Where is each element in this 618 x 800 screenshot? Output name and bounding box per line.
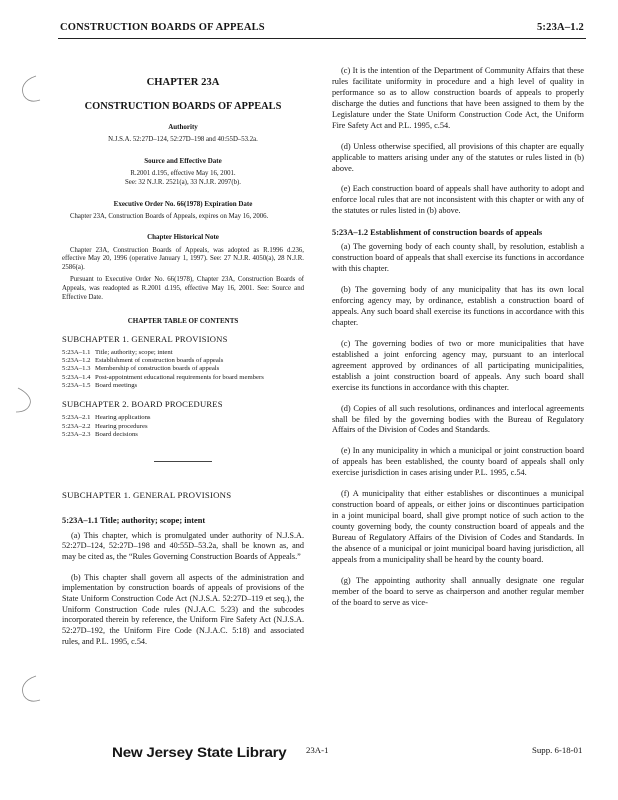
toc-list-2 <box>62 414 304 439</box>
executive-order-heading: Executive Order No. 66(1978) Expiration Date <box>113 199 253 208</box>
toc-subchapter-2: SUBCHAPTER 2. BOARD PROCEDURES <box>62 399 223 410</box>
toc-section-number: 5:23A–1.5 <box>62 381 91 389</box>
scan-mark <box>14 382 42 416</box>
section-1-1-paragraph-b: (b) This chapter shall govern all aspects of the administration and implementation by construction boards of appeals of provisions of the State Uniform Construction Code Act (N.J.S.A. 52:27D–119 et seq.), the Uniform Construction Code rules (N.J.A.C. 5:23) and the subcodes incorporated therein by reference, the Uniform Fire Safety Act (N.J.S.A. 52:27D–192, the Uniform Fire Code (N.J.A.C. 5:18) and associated rules, and P.L. 1995, c.54. <box>62 572 304 646</box>
running-header-section: 5:23A–1.2 <box>536 22 584 33</box>
section-1-1-heading: 5:23A–1.1 Title; authority; scope; intent <box>62 515 206 525</box>
toc-section-number: 5:23A–2.1 <box>62 414 91 422</box>
toc-section-title: Hearing applications <box>95 414 151 422</box>
section-1-1-paragraph-e: (e) Each construction board of appeals shall have authority to adopt and enforce local rules that are not inconsistent with this chapter or with any of the statutes or rules listed in (b) above. <box>332 184 584 216</box>
historical-note-paragraph-2: Pursuant to Executive Order No. 66(1978), Chapter 23A, Construction Boards of Appeals, was readopted as R.2001 d.195, effective May 16, 2001. See: Source and Effective Date. <box>62 276 304 301</box>
header-rule <box>58 38 586 39</box>
scan-mark <box>14 672 42 706</box>
section-1-1-paragraph-c: (c) It is the intention of the Department of Community Affairs that these rules facilitate uniformity in procedure and a high level of quality in performance so as to allow construction boards of appeals to properly discharge the duties and functions that have been assigned to them by the Legislature under the State Uniform Construction Code Act, the Uniform Fire Safety Act and P.L. 1995, c.54. <box>332 66 584 130</box>
historical-note-paragraph-1: Chapter 23A, Construction Boards of Appeals, was adopted as R.1996 d.236, effective May 20, 1996 (operative January 1, 1997). See: 27 N.J.R. 4050(a), 28 N.J.R. 2586(a). <box>62 246 304 272</box>
toc-section-title: Post-appointment educational requirements for board members <box>95 373 264 381</box>
toc-section-title: Board meetings <box>95 381 138 389</box>
toc-section-title: Membership of construction boards of appeals <box>95 365 220 373</box>
supplement-date: Supp. 6-18-01 <box>532 745 583 755</box>
historical-note-heading: Chapter Historical Note <box>147 233 219 242</box>
source-heading: Source and Effective Date <box>144 157 222 166</box>
source-line-2: See: 32 N.J.R. 2521(a), 33 N.J.R. 2097(b). <box>125 178 241 186</box>
section-1-1-paragraph-a: (a) This chapter, which is promulgated under authority of N.J.S.A. 52:27D–124, 52:27D–198 and 40:55D–53.2a, shall be known as, and may be cited as, the “Rules Governing Construction Boards of Appeals.” <box>62 530 304 561</box>
section-1-2-paragraph-f: (f) A municipality that either establishes or discontinues a municipal construction board of appeals, or either joins or discontinues participation in a joint municipal board, shall give prompt notice of such action to the county governing body, the county construction board of appeals and the Bureau of Regulatory Affairs of the Division of Codes and Standards. In the absence of a municipal or joint municipal board having jurisdiction, all appeals from a municipality shall be heard by the county board. <box>332 489 584 564</box>
scan-mark <box>14 72 42 106</box>
chapter-title: CONSTRUCTION BOARDS OF APPEALS <box>84 100 282 112</box>
toc-section-number: 5:23A–1.1 <box>62 348 91 356</box>
historical-note <box>62 247 304 303</box>
toc-section-title: Hearing procedures <box>95 422 148 430</box>
subchapter-1-title: SUBCHAPTER 1. GENERAL PROVISIONS <box>62 490 232 501</box>
toc-section-title: Board decisions <box>95 431 138 439</box>
toc-section-number: 5:23A–1.3 <box>62 365 91 373</box>
toc-section-number: 5:23A–1.4 <box>62 373 91 381</box>
toc-section-title: Establishment of construction boards of appeals <box>95 357 224 365</box>
section-1-2-paragraph-g: (g) The appointing authority shall annually designate one regular member of the board to serve as chairperson and another regular member of the board to serve as vice- <box>332 575 584 607</box>
toc-section-number: 5:23A–2.2 <box>62 422 91 430</box>
toc-list-1 <box>62 349 304 390</box>
toc-heading: CHAPTER TABLE OF CONTENTS <box>127 316 239 325</box>
section-separator <box>154 461 212 462</box>
running-header-title: CONSTRUCTION BOARDS OF APPEALS <box>60 22 265 33</box>
toc-section-number: 5:23A–1.2 <box>62 357 91 365</box>
section-1-2-paragraph-e: (e) In any municipality in which a municipal or joint construction board of appeals has been established, the county board of appeals shall only exercise jurisdiction in cases arising under P.L. 1995, c.54. <box>332 446 584 478</box>
source-line-1: R.2001 d.195, effective May 16, 2001. <box>130 170 236 178</box>
section-1-2-paragraph-a: (a) The governing body of each county shall, by resolution, establish a construction board of appeals that shall exercise its functions in accordance with this chapter. <box>332 242 584 274</box>
section-1-2-paragraph-c: (c) The governing bodies of two or more municipalities that have established a joint enforcing agency may, pursuant to an interlocal agreement approved by ordinances of all participating municipalities, establish a joint construction board of appeals. Any such board shall exercise its functions in accordance with this chapter. <box>332 338 584 392</box>
toc-section-number: 5:23A–2.3 <box>62 431 91 439</box>
library-stamp: New Jersey State Library <box>112 745 287 760</box>
left-column <box>62 66 304 657</box>
chapter-number: CHAPTER 23A <box>146 77 220 88</box>
toc-section-title: Title; authority; scope; intent <box>95 348 173 356</box>
right-column <box>332 66 584 619</box>
executive-order-paragraph: Chapter 23A, Construction Boards of Appeals, expires on May 16, 2006. <box>70 212 269 220</box>
section-1-2-paragraph-d: (d) Copies of all such resolutions, ordinances and interlocal agreements shall be filed by the governing bodies with the Bureau of Regulatory Affairs of the Division of Codes and Standards. <box>332 403 584 435</box>
section-1-2-paragraph-b: (b) The governing body of any municipality that has its own local enforcing agency may, by ordinance, establish a construction board of appeals. Any such board shall exercise its functions in accordance with this chapter. <box>332 285 584 327</box>
executive-order-text <box>62 213 304 222</box>
toc-subchapter-1: SUBCHAPTER 1. GENERAL PROVISIONS <box>62 333 228 344</box>
authority-text: N.J.S.A. 52:27D–124, 52:27D–198 and 40:55D–53.2a. <box>108 136 258 144</box>
page-number: 23A-1 <box>306 745 329 755</box>
section-1-2-heading: 5:23A–1.2 Establishment of construction boards of appeals <box>332 228 543 238</box>
section-1-1-paragraph-d: (d) Unless otherwise specified, all provisions of this chapter are equally applicable to matters arising under any of the statutes or rules listed in (b) above. <box>332 141 584 173</box>
authority-heading: Authority <box>168 123 198 132</box>
